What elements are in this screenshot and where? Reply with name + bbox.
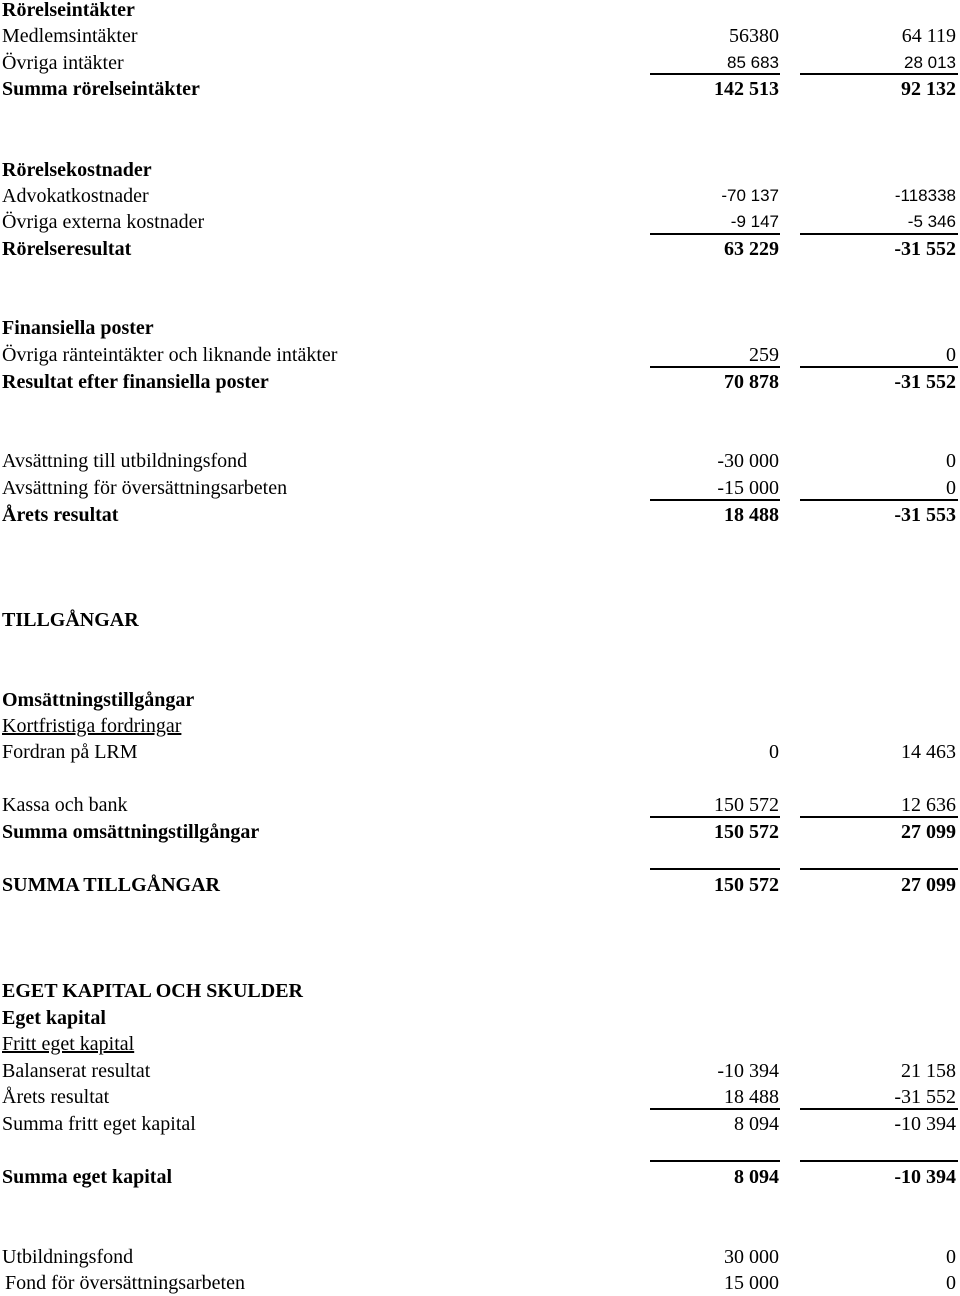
table-row bbox=[0, 1111, 960, 1137]
row-value-previous: 0 bbox=[946, 1272, 956, 1294]
assets-heading-row bbox=[0, 607, 960, 633]
divider bbox=[800, 1160, 958, 1162]
divider bbox=[650, 366, 780, 368]
row-value-previous: 92 132 bbox=[901, 78, 956, 100]
row-value-previous: 27 099 bbox=[901, 821, 956, 843]
row-value-current: 18 488 bbox=[724, 504, 779, 526]
table-row bbox=[0, 342, 960, 368]
row-value-previous: 21 158 bbox=[901, 1060, 956, 1082]
free-equity-heading-row bbox=[0, 1031, 960, 1057]
row-label: Balanserat resultat bbox=[2, 1060, 151, 1082]
row-value-current: -70 137 bbox=[721, 186, 779, 205]
income-heading-row bbox=[0, 0, 960, 23]
row-value-previous: 0 bbox=[946, 477, 956, 499]
row-label: Kassa och bank bbox=[2, 794, 128, 816]
row-value-previous: 12 636 bbox=[901, 794, 956, 816]
table-row bbox=[0, 1084, 960, 1110]
row-value-current: 259 bbox=[749, 344, 779, 366]
free-equity-heading: Fritt eget kapital bbox=[2, 1033, 135, 1055]
financial-heading-row bbox=[0, 315, 960, 341]
table-row bbox=[0, 739, 960, 765]
equity-heading: EGET KAPITAL OCH SKULDER bbox=[2, 980, 303, 1002]
divider bbox=[650, 868, 780, 870]
row-value-previous: -31 552 bbox=[894, 371, 956, 393]
row-value-current: 56380 bbox=[729, 25, 779, 47]
row-label: Medlemsintäkter bbox=[2, 25, 138, 47]
divider bbox=[650, 1108, 780, 1110]
row-label: Rörelseresultat bbox=[2, 238, 132, 260]
row-label: Resultat efter finansiella poster bbox=[2, 371, 269, 393]
row-label: Övriga externa kostnader bbox=[2, 211, 205, 233]
table-row bbox=[0, 792, 960, 818]
table-row bbox=[0, 475, 960, 501]
costs-heading: Rörelsekostnader bbox=[2, 159, 152, 181]
row-value-current: 30 000 bbox=[724, 1246, 779, 1268]
row-value-current: 8 094 bbox=[734, 1166, 779, 1188]
row-value-current: 15 000 bbox=[724, 1272, 779, 1294]
table-row bbox=[0, 872, 960, 898]
costs-heading-row bbox=[0, 157, 960, 183]
divider bbox=[800, 868, 958, 870]
row-label: Advokatkostnader bbox=[2, 185, 149, 207]
table-row bbox=[0, 1244, 960, 1270]
divider bbox=[800, 1108, 958, 1110]
divider bbox=[800, 73, 958, 75]
divider bbox=[650, 499, 780, 501]
income-heading: Rörelseintäkter bbox=[2, 0, 135, 21]
assets-subheading: Omsättningstillgångar bbox=[2, 689, 195, 711]
row-label: Fond för översättningsarbeten bbox=[5, 1272, 245, 1294]
divider bbox=[650, 73, 780, 75]
row-value-previous: -31 553 bbox=[894, 504, 956, 526]
row-label: Övriga intäkter bbox=[2, 52, 124, 74]
row-label: SUMMA TILLGÅNGAR bbox=[2, 874, 220, 896]
divider bbox=[650, 816, 780, 818]
table-row bbox=[0, 502, 960, 528]
table-row bbox=[0, 1058, 960, 1084]
row-value-current: 85 683 bbox=[727, 53, 779, 72]
row-label: Utbildningsfond bbox=[2, 1246, 134, 1268]
row-value-current: 8 094 bbox=[734, 1113, 779, 1135]
divider bbox=[800, 233, 958, 235]
row-label: Summa eget kapital bbox=[2, 1166, 172, 1188]
assets-subheading-row bbox=[0, 687, 960, 713]
row-label: Årets resultat bbox=[2, 1086, 110, 1108]
equity-subheading: Eget kapital bbox=[2, 1007, 106, 1029]
row-label: Övriga ränteintäkter och liknande intäkter bbox=[2, 344, 338, 366]
row-value-current: 150 572 bbox=[714, 821, 779, 843]
table-row bbox=[0, 183, 960, 209]
row-value-previous: -5 346 bbox=[907, 212, 956, 231]
equity-heading-row bbox=[0, 978, 960, 1004]
row-value-current: 70 878 bbox=[724, 371, 779, 393]
financial-heading: Finansiella poster bbox=[2, 317, 154, 339]
divider bbox=[800, 366, 958, 368]
row-value-previous: 14 463 bbox=[901, 741, 956, 763]
row-label: Summa rörelseintäkter bbox=[2, 78, 200, 100]
table-row bbox=[0, 209, 960, 235]
row-value-current: -10 394 bbox=[717, 1060, 779, 1082]
row-value-previous: -31 552 bbox=[894, 1086, 956, 1108]
divider bbox=[800, 816, 958, 818]
row-value-current: 0 bbox=[769, 741, 779, 763]
row-label: Avsättning för översättningsarbeten bbox=[2, 477, 288, 499]
row-label: Årets resultat bbox=[2, 504, 119, 526]
row-value-previous: 0 bbox=[946, 450, 956, 472]
table-row bbox=[0, 369, 960, 395]
row-value-current: -9 147 bbox=[730, 212, 779, 231]
table-row bbox=[0, 23, 960, 49]
row-value-current: 63 229 bbox=[724, 238, 779, 260]
table-row bbox=[0, 236, 960, 262]
table-row bbox=[0, 448, 960, 474]
row-label: Summa omsättningstillgångar bbox=[2, 821, 260, 843]
row-value-previous: -10 394 bbox=[894, 1166, 956, 1188]
receivables-heading: Kortfristiga fordringar bbox=[2, 715, 182, 737]
table-row bbox=[0, 1164, 960, 1190]
divider bbox=[650, 233, 780, 235]
divider bbox=[800, 499, 958, 501]
row-value-previous: -118338 bbox=[894, 186, 956, 205]
row-value-current: 142 513 bbox=[714, 78, 779, 100]
row-label: Fordran på LRM bbox=[2, 741, 138, 763]
row-label: Avsättning till utbildningsfond bbox=[2, 450, 248, 472]
row-value-previous: -31 552 bbox=[894, 238, 956, 260]
row-value-current: 150 572 bbox=[714, 874, 779, 896]
row-value-previous: 28 013 bbox=[904, 53, 956, 72]
row-value-previous: -10 394 bbox=[894, 1113, 956, 1135]
row-value-previous: 0 bbox=[946, 1246, 956, 1268]
receivables-heading-row bbox=[0, 713, 960, 739]
row-value-previous: 0 bbox=[946, 344, 956, 366]
row-value-previous: 27 099 bbox=[901, 874, 956, 896]
assets-heading: TILLGÅNGAR bbox=[2, 609, 139, 631]
table-row bbox=[0, 819, 960, 845]
row-value-previous: 64 119 bbox=[901, 25, 956, 47]
row-value-current: -15 000 bbox=[717, 477, 779, 499]
divider bbox=[650, 1160, 780, 1162]
row-value-current: -30 000 bbox=[717, 450, 779, 472]
table-row bbox=[0, 76, 960, 102]
row-label: Summa fritt eget kapital bbox=[2, 1113, 196, 1135]
row-value-current: 18 488 bbox=[724, 1086, 779, 1108]
table-row bbox=[0, 1270, 960, 1296]
equity-subheading-row bbox=[0, 1005, 960, 1031]
row-value-current: 150 572 bbox=[714, 794, 779, 816]
